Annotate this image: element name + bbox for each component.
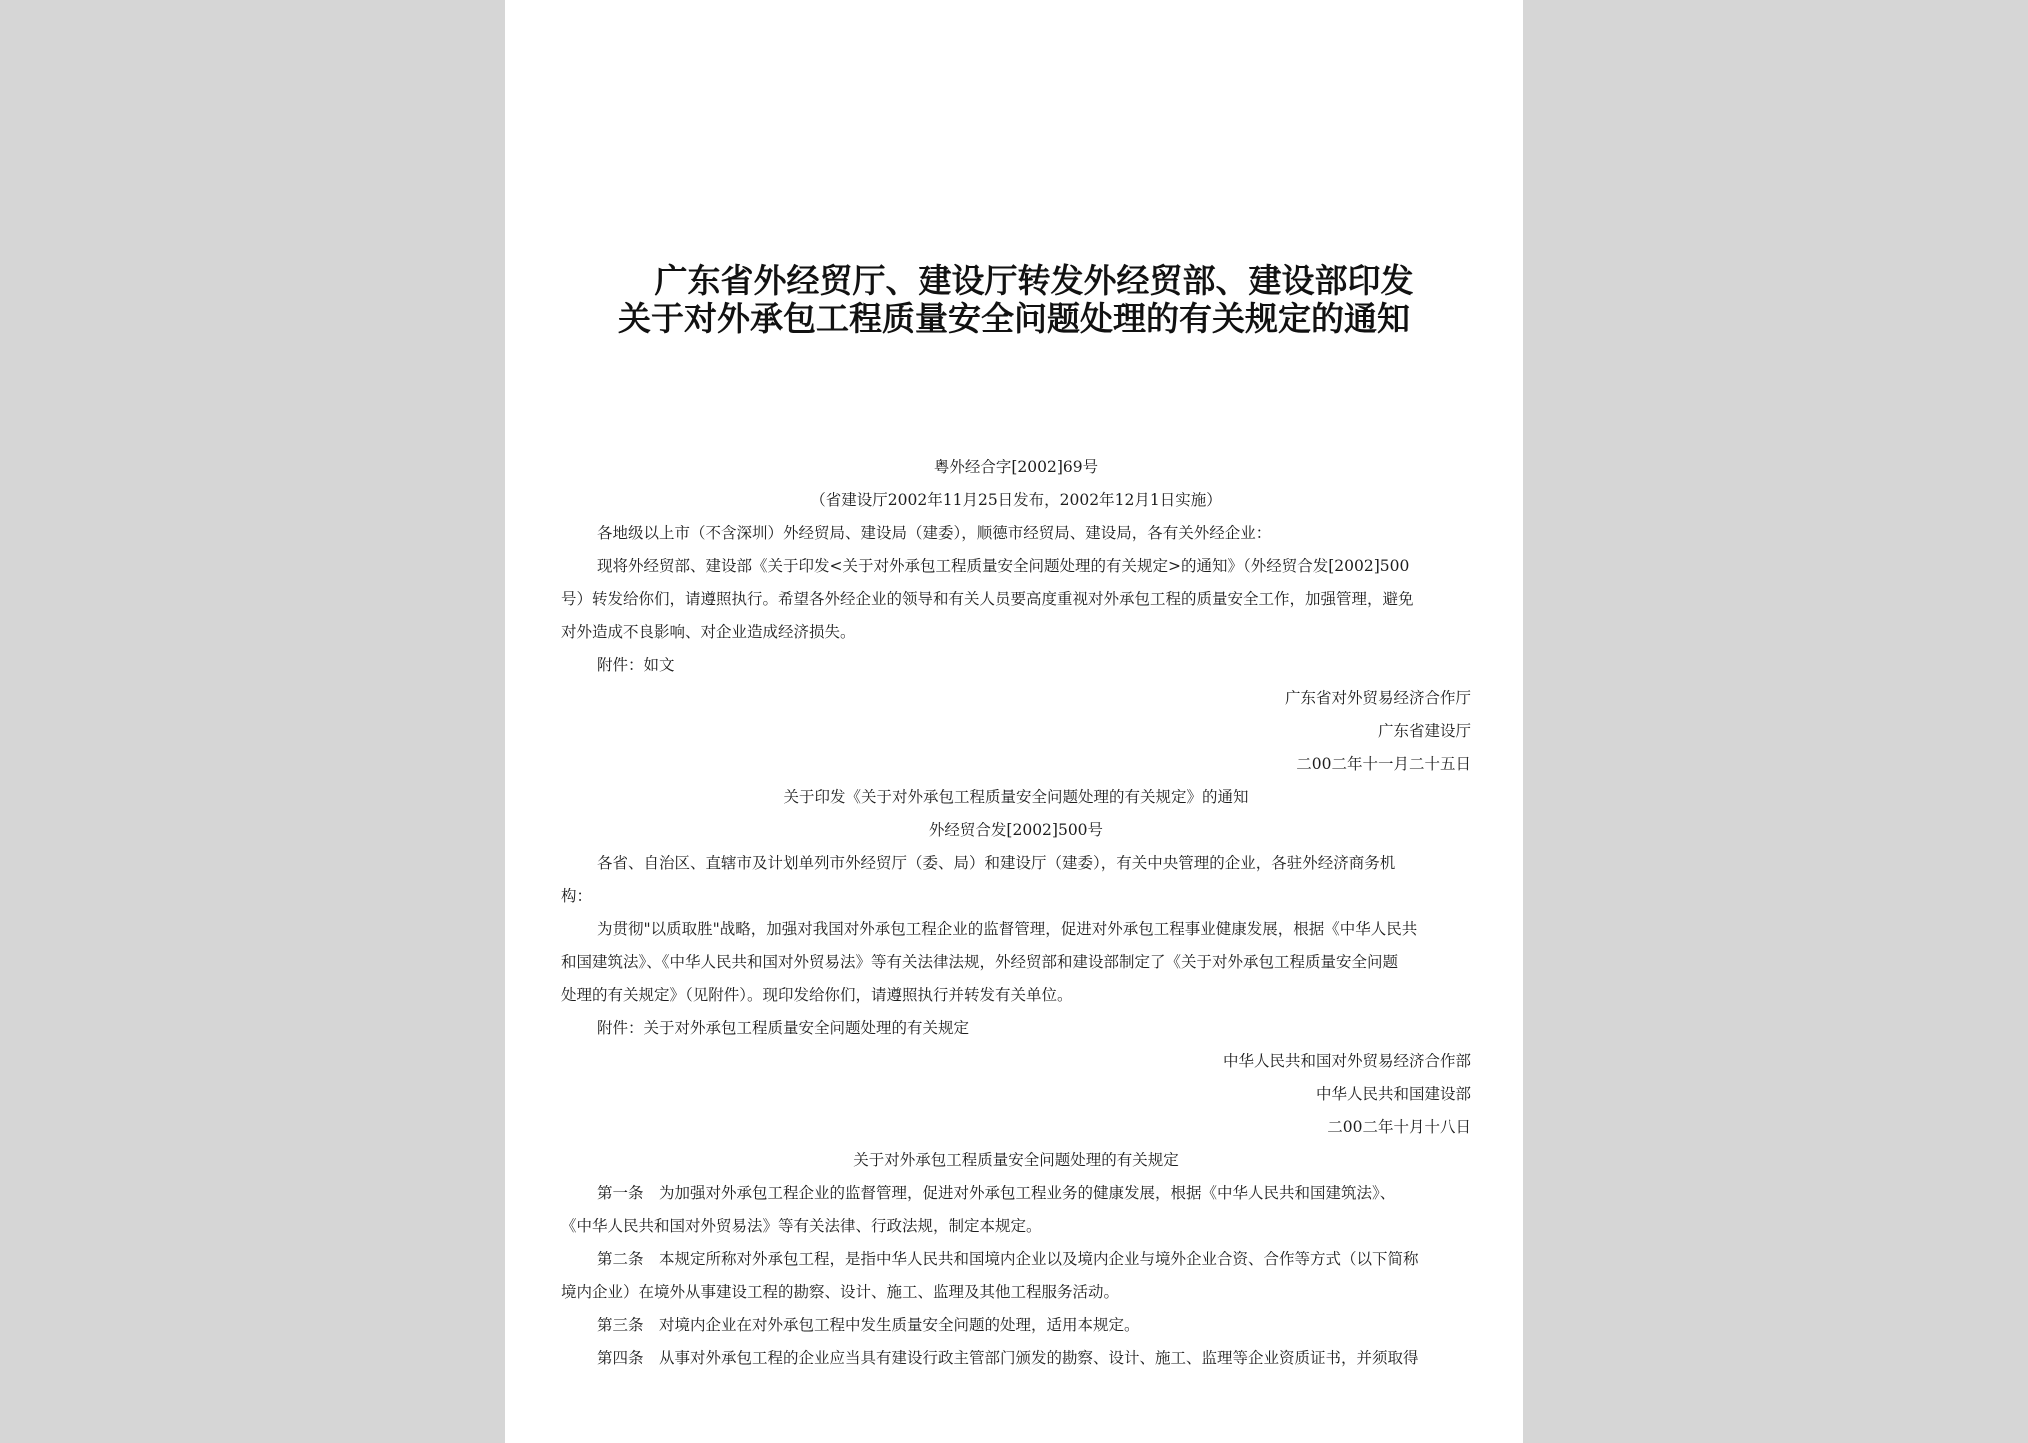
addressee: 各省、自治区、直辖市及计划单列市外经贸厅（委、局）和建设厅（建委），有关中央管理的企业，各驻外经济商务机 xyxy=(597,854,1396,872)
signatory: 中华人民共和国对外贸易经济合作部 xyxy=(1222,1052,1471,1070)
article-line: 第四条 从事对外承包工程的企业应当具有建设行政主管部门颁发的勘察、设计、施工、监理等企业资质证书，并须取得 xyxy=(597,1349,1419,1367)
section-heading: 关于对外承包工程质量安全问题处理的有关规定 xyxy=(853,1151,1179,1169)
signatory: 广东省建设厅 xyxy=(1377,722,1471,740)
paragraph-line: 号）转发给你们，请遵照执行。希望各外经企业的领导和有关人员要高度重视对外承包工程的质量安全工作，加强管理，避免 xyxy=(561,590,1414,608)
article-line: 《中华人民共和国对外贸易法》等有关法律、行政法规，制定本规定。 xyxy=(561,1217,1042,1235)
document-page xyxy=(505,0,1523,1443)
document-number: 外经贸合发[2002]500号 xyxy=(928,821,1104,839)
paragraph-line: 对外造成不良影响、对企业造成经济损失。 xyxy=(561,623,856,641)
document-body xyxy=(561,451,1471,1375)
signature-date: 二00二年十月十八日 xyxy=(1327,1118,1471,1136)
article-line: 第三条 对境内企业在对外承包工程中发生质量安全问题的处理，适用本规定。 xyxy=(597,1316,1140,1334)
signatory: 广东省对外贸易经济合作厅 xyxy=(1284,689,1471,707)
paragraph-line: 构： xyxy=(561,887,593,905)
article-line: 第二条 本规定所称对外承包工程，是指中华人民共和国境内企业以及境内企业与境外企业合资、合作等方式（以下简称 xyxy=(597,1250,1419,1268)
paragraph-line: 为贯彻"以质取胜"战略，加强对我国对外承包工程企业的监督管理，促进对外承包工程事业健康发展，根据《中华人民共 xyxy=(597,920,1418,938)
paragraph-line: 现将外经贸部、建设部《关于印发<关于对外承包工程质量安全问题处理的有关规定>的通知》（外经贸合发[2002]500 xyxy=(597,557,1410,575)
signatory: 中华人民共和国建设部 xyxy=(1315,1085,1471,1103)
addressee: 各地级以上市（不含深圳）外经贸局、建设局（建委），顺德市经贸局、建设局，各有关外经企业： xyxy=(597,524,1272,542)
attachment-note: 附件：如文 xyxy=(597,656,675,674)
article-line: 第一条 为加强对外承包工程企业的监督管理，促进对外承包工程业务的健康发展，根据《中华人民共和国建筑法》、 xyxy=(597,1184,1396,1202)
paragraph-line: 和国建筑法》、《中华人民共和国对外贸易法》等有关法律法规，外经贸部和建设部制定了《关于对外承包工程质量安全问题 xyxy=(561,953,1399,971)
issue-date-note: （省建设厅2002年11月25日发布，2002年12月1日实施） xyxy=(810,491,1222,509)
title-line-1: 广东省外经贸厅、建设厅转发外经贸部、建设部印发 xyxy=(654,261,1414,300)
paragraph-line: 处理的有关规定》（见附件）。现印发给你们，请遵照执行并转发有关单位。 xyxy=(561,986,1073,1004)
document-number: 粤外经合字[2002]69号 xyxy=(933,458,1099,476)
signature-date: 二00二年十一月二十五日 xyxy=(1296,755,1471,773)
article-line: 境内企业）在境外从事建设工程的勘察、设计、施工、监理及其他工程服务活动。 xyxy=(561,1283,1120,1301)
document-title xyxy=(505,262,1523,338)
section-heading: 关于印发《关于对外承包工程质量安全问题处理的有关规定》的通知 xyxy=(783,788,1249,806)
attachment-note: 附件：关于对外承包工程质量安全问题处理的有关规定 xyxy=(597,1019,970,1037)
title-line-2: 关于对外承包工程质量安全问题处理的有关规定的通知 xyxy=(618,299,1410,338)
